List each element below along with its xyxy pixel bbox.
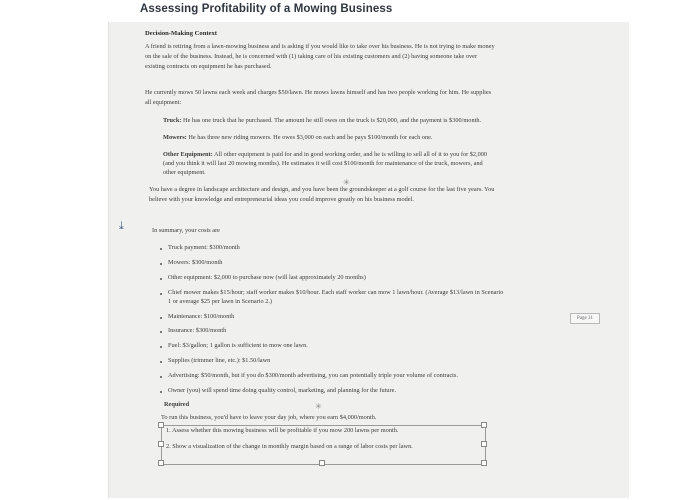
bullet-dot (160, 293, 162, 295)
other-equipment-label: Other Equipment: (163, 151, 213, 158)
resize-handle[interactable] (158, 441, 164, 447)
other-equipment-text: All other equipment is paid for and in good working order, and he is willing to sell all of it to you for $2,000 (213, 151, 488, 158)
truck-label: Truck: (163, 117, 182, 124)
bullet-item: Owner (you) will spend time doing quality control, marketing, and planning for the future. (168, 387, 397, 394)
other-equipment-item (163, 151, 487, 160)
mowing-line: He currently mows 50 lawns each week and charges $50/lawn. He mows lawns himself and has two people working for him. He supplies (145, 89, 492, 96)
bullet-item: Insurance: $300/month (168, 327, 227, 334)
resize-handle[interactable] (158, 460, 164, 466)
required-item: 2. Show a visualization of the change in monthly margin based on a range of labor costs per lawn. (166, 443, 413, 450)
resize-handle[interactable] (158, 422, 164, 428)
required-item: 1. Assess whether this mowing business will be profitable if you mow 200 lawns per month. (166, 427, 399, 434)
bullet-dot (160, 331, 162, 333)
bullet-item: Fuel: $3/gallon; 1 gallon is sufficient to mow one lawn. (168, 342, 308, 349)
resize-handle[interactable] (481, 460, 487, 466)
degree-line: You have a degree in landscape architecture and design, and you have been the groundskeeper at a golf course for the last five years. You (149, 186, 495, 193)
bullet-dot (160, 278, 162, 280)
bullet-dot (160, 376, 162, 378)
other-equipment-line: (and you think it will last 20 mowing months). He estimates it will cost $100/month for maintenance of the truck, mowers, and (163, 160, 483, 167)
resize-handle[interactable] (319, 460, 325, 466)
bullet-dot (160, 361, 162, 363)
page-title: Assessing Profitability of a Mowing Business (140, 3, 393, 15)
bullet-item: Advertising: $50/month, but if you do $300/month advertising, you can potentially triple your volume of contracts. (168, 372, 458, 379)
truck-text: He has one truck that he purchased. The amount he still owes on the truck is $20,000, and the payment is $300/month. (183, 117, 482, 124)
other-equipment-line: other equipment. (163, 169, 206, 176)
bullet-dot (160, 391, 162, 393)
loading-sparkle-icon: ✳ (343, 178, 350, 187)
mowers-label: Mowers: (163, 134, 187, 141)
page-number-label: Page 31 (570, 313, 600, 324)
bullet-dot (160, 248, 162, 250)
bullet-dot (160, 346, 162, 348)
bullet-item: Maintenance: $100/month (168, 313, 235, 320)
resize-handle[interactable] (481, 422, 487, 428)
bullet-dot (160, 263, 162, 265)
required-intro: To run this business, you'd have to leave your day job, where you earn $4,000/month. (161, 414, 377, 421)
bullet-item: Other equipment: $2,000 to purchase now (will last approximately 20 months) (168, 274, 366, 281)
mowing-line: all equipment: (145, 99, 182, 106)
intro-line: A friend is retiring from a lawn-mowing business and is asking if you would like to take over his business. He is not trying to make money (145, 43, 495, 50)
loading-sparkle-icon: ✳ (315, 402, 322, 411)
intro-line: existing contracts on equipment he has purchased. (145, 63, 272, 70)
degree-line: believe with your knowledge and entrepreneurial ideas you could improve greatly on his business model. (149, 196, 414, 203)
bullet-item: Mowers: $300/month (168, 259, 223, 266)
section-title: Decision-Making Context (145, 30, 217, 37)
mowers-item (163, 134, 432, 143)
resize-handle[interactable] (481, 441, 487, 447)
bullet-item: Truck payment: $300/month (168, 244, 240, 251)
intro-line: on the sale of the business. Instead, he is concerned with (1) taking care of his existing customers and (2) having someone take over (145, 53, 478, 60)
bullet-item: Chief mower makes $15/hour; staff worker makes $10/hour. Each staff worker can mow 1 lawn/hour. (Average $13/lawn in Scenario (168, 289, 504, 296)
required-title: Required (164, 401, 190, 408)
bullet-item: Supplies (trimmer line, etc.): $1.50/lawn (168, 357, 271, 364)
truck-item (163, 117, 481, 126)
mowers-text: He has three new riding mowers. He owes $3,000 on each and he pays $100/month for each one. (188, 134, 433, 141)
summary-intro: In summary, your costs are (152, 227, 220, 234)
bullet-item-continuation: 1 or average $25 per lawn in Scenario 2.) (168, 298, 273, 305)
bullet-dot (160, 317, 162, 319)
arrow-down-icon: ⤓ (119, 219, 124, 232)
